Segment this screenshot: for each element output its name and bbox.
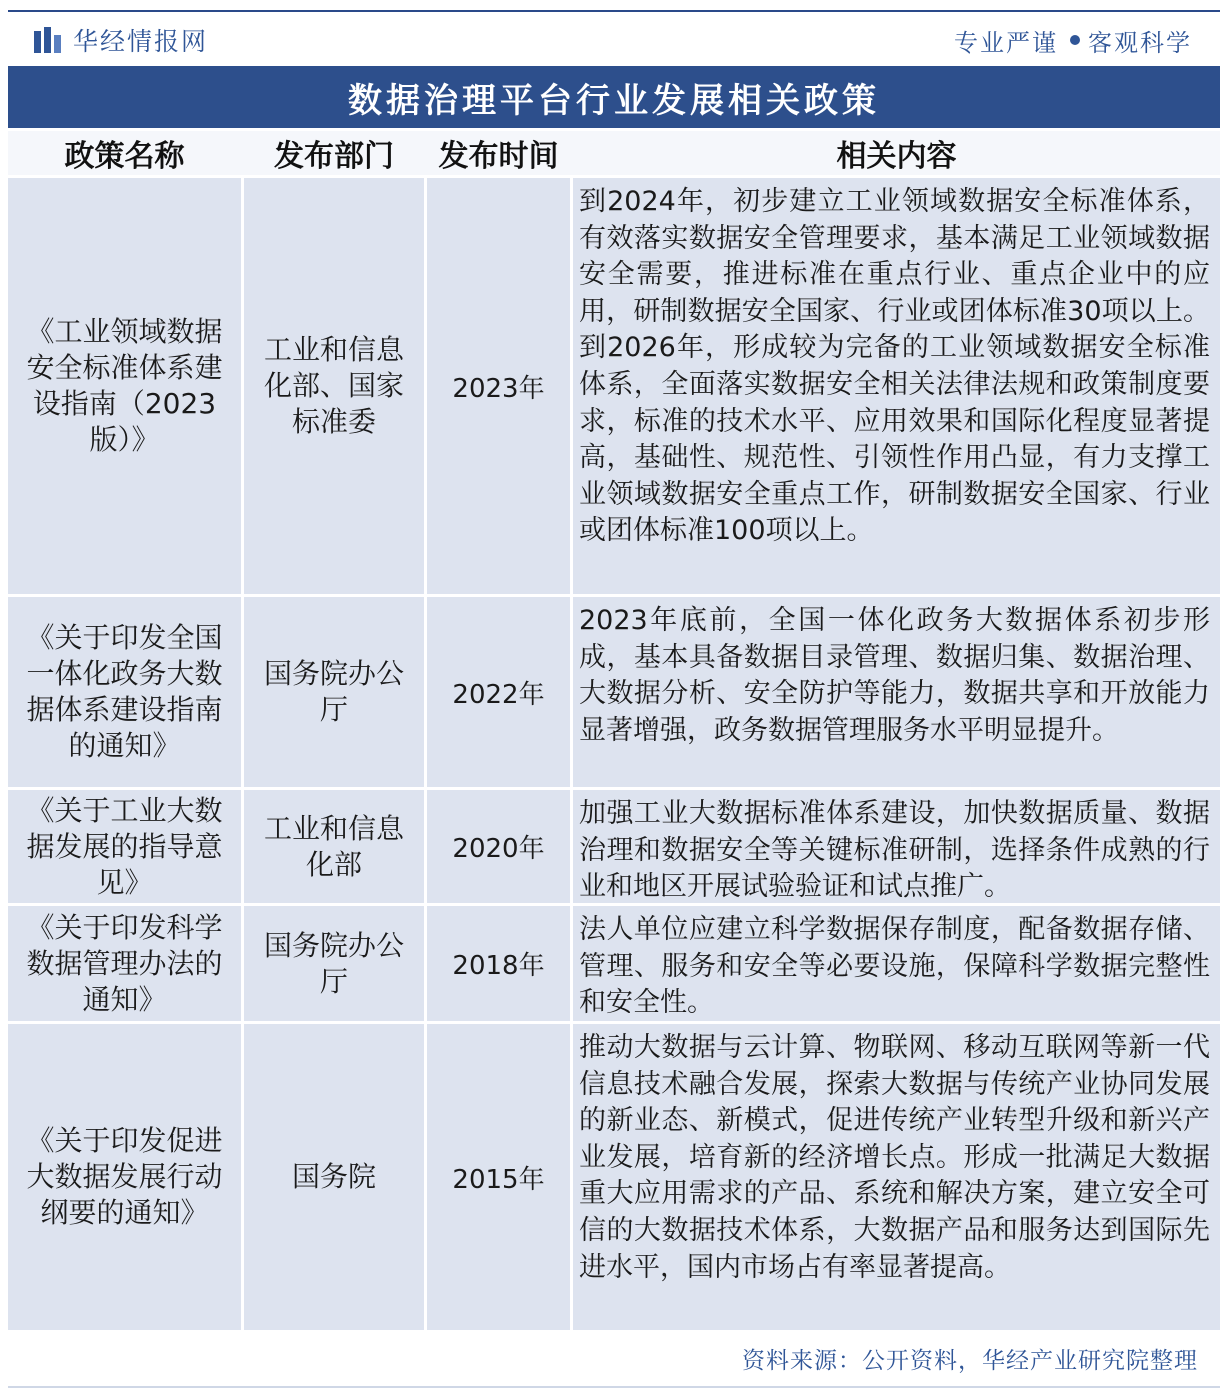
slogan (954, 22, 1192, 58)
page-title: 数据治理平台行业发展相关政策 (8, 66, 1220, 128)
year-cell: 2022年 (427, 597, 570, 787)
bottom-divider (8, 1386, 1220, 1388)
table-row (8, 178, 1220, 594)
top-divider (8, 10, 1220, 12)
column-header-department: 发布部门 (274, 139, 394, 174)
year-cell: 2015年 (427, 1024, 570, 1330)
department-cell: 工业和信息化部 (244, 790, 424, 903)
policy-name-cell: 《关于印发科学数据管理办法的通知》 (8, 906, 241, 1021)
slogan-left: 专业严谨 (954, 28, 1058, 57)
content-cell: 推动大数据与云计算、物联网、移动互联网等新一代信息技术融合发展，探索大数据与传统产业协同发展的新业态、新模式，促进传统产业转型升级和新兴产业发展，培育新的经济增长点。形成一批满足大数据重大应用需求的产品、系统和解决方案，建立安全可信的大数据技术体系，大数据产品和服务达到国际先进水平，国内市场占有率显著提高。 (573, 1024, 1220, 1330)
department-cell: 工业和信息化部、国家标准委 (244, 178, 424, 594)
brand-logo-icon (34, 27, 61, 53)
year-cell: 2023年 (427, 178, 570, 594)
policy-table (8, 131, 1220, 1330)
department-cell: 国务院办公厅 (244, 906, 424, 1021)
table-row (8, 597, 1220, 787)
column-header-content: 相关内容 (836, 139, 957, 174)
year-cell: 2018年 (427, 906, 570, 1021)
table-row (8, 790, 1220, 903)
table-row (8, 906, 1220, 1021)
policy-name-cell: 《关于印发全国一体化政务大数据体系建设指南的通知》 (8, 597, 241, 787)
policy-name-cell: 《工业领域数据安全标准体系建设指南（2023版）》 (8, 178, 241, 594)
slogan-right: 客观科学 (1088, 28, 1192, 57)
department-cell: 国务院办公厅 (244, 597, 424, 787)
content-cell: 加强工业大数据标准体系建设，加快数据质量、数据治理和数据安全等关键标准研制，选择条件成熟的行业和地区开展试验验证和试点推广。 (573, 790, 1220, 903)
column-header-policy-name: 政策名称 (64, 139, 185, 174)
brand (34, 22, 208, 58)
policy-name-cell: 《关于工业大数据发展的指导意见》 (8, 790, 241, 903)
content-cell: 2023年底前，全国一体化政务大数据体系初步形成，基本具备数据目录管理、数据归集、数据治理、大数据分析、安全防护等能力，数据共享和开放能力显著增强，政务数据管理服务水平明显提升。 (573, 597, 1220, 787)
policy-name-cell: 《关于印发促进大数据发展行动纲要的通知》 (8, 1024, 241, 1330)
brand-name: 华经情报网 (73, 27, 209, 56)
table-row (8, 1024, 1220, 1330)
data-source-note: 资料来源：公开资料，华经产业研究院整理 (742, 1347, 1198, 1374)
table-header (8, 131, 1220, 175)
content-cell: 到2024年，初步建立工业领域数据安全标准体系，有效落实数据安全管理要求，基本满足工业领域数据安全需要，推进标准在重点行业、重点企业中的应用，研制数据安全国家、行业或团体标准30项以上。到2026年，形成较为完备的工业领域数据安全标准体系，全面落实数据安全相关法律法规和政策制度要求，标准的技术水平、应用效果和国际化程度显著提高，基础性、规范性、引领性作用凸显，有力支撑工业领域数据安全重点工作，研制数据安全国家、行业或团体标准100项以上。 (573, 178, 1220, 594)
year-cell: 2020年 (427, 790, 570, 903)
bullet-dot-icon (1070, 35, 1080, 45)
department-cell: 国务院 (244, 1024, 424, 1330)
content-cell: 法人单位应建立科学数据保存制度，配备数据存储、管理、服务和安全等必要设施，保障科学数据完整性和安全性。 (573, 906, 1220, 1021)
column-header-release-date: 发布时间 (438, 139, 559, 174)
